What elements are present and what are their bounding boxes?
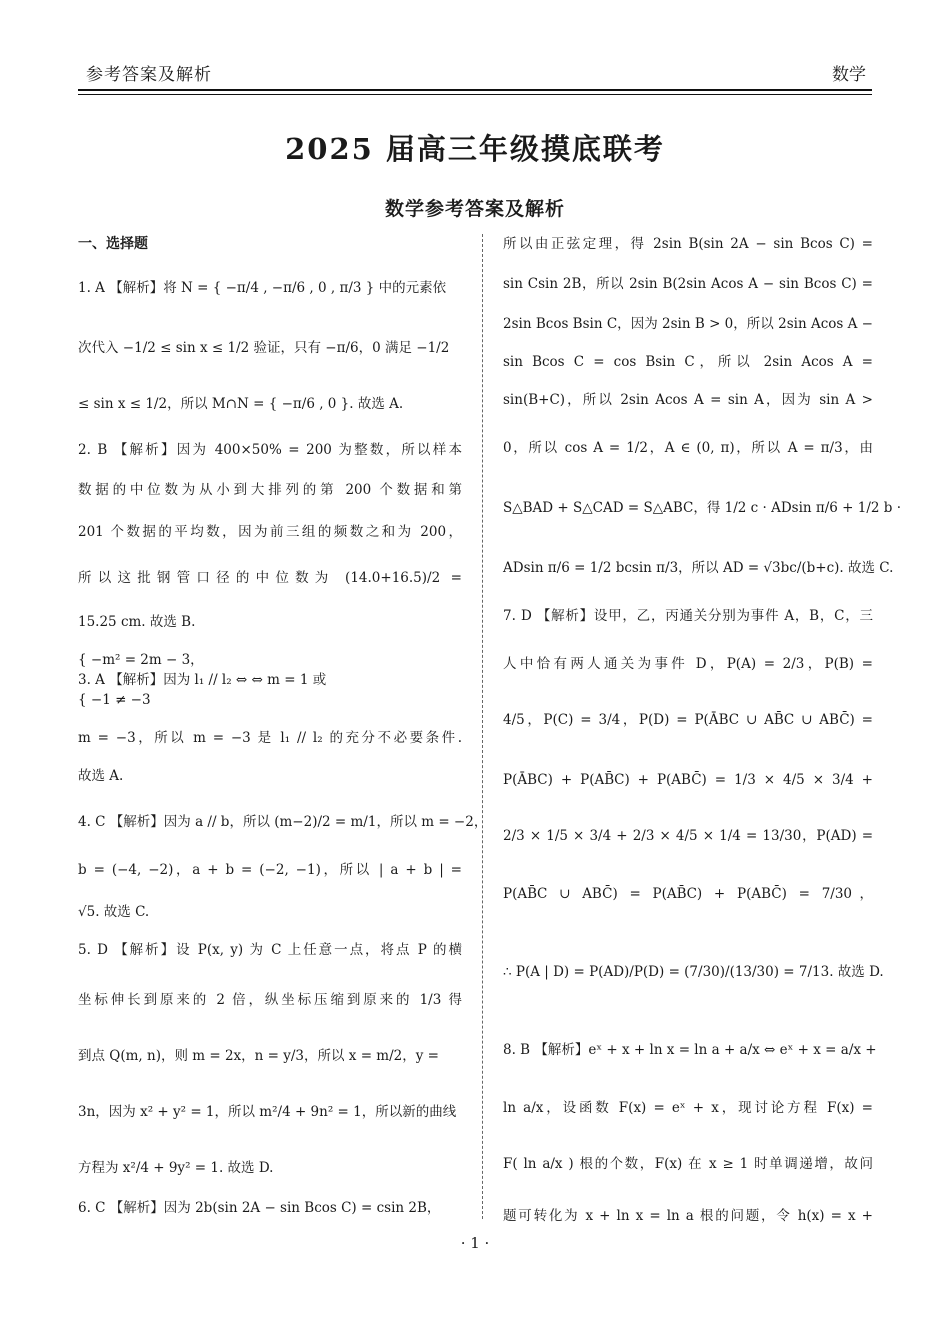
text-line: 人中恰有两人通关为事件 D，P(A) = 2/3，P(B) = — [503, 656, 873, 672]
text-line: 方程为 x²/4 + 9y² = 1. 故选 D. — [78, 1160, 274, 1176]
document-title: 2025 届高三年级摸底联考 — [285, 132, 665, 166]
text-line: ≤ sin x ≤ 1/2，所以 M∩N = { −π/6 , 0 }. 故选 A. — [78, 396, 404, 412]
text-line: 4/5，P(C) = 3/4，P(D) = P(ĀBC ∪ AB̄C ∪ ABC̄) = — [503, 712, 873, 728]
text-line: ADsin π/6 = 1/2 bcsin π/3，所以 AD = √3bc/(b+c). 故选 C. — [503, 560, 894, 576]
text-line: 数据的中位数为从小到大排列的第 200 个数据和第 — [78, 482, 462, 498]
text-line: 3. A 【解析】因为 l₁ // l₂ ⇔ ⇔ m = 1 或 — [78, 672, 327, 688]
text-line: 1. A 【解析】将 N = { −π/4 , −π/6 , 0 , π/3 } 中的元素依 — [78, 280, 447, 296]
column-divider — [482, 234, 483, 1219]
header-rule-thin — [78, 94, 872, 95]
text-line: 7. D 【解析】设甲，乙，丙通关分别为事件 A，B，C，三 — [503, 608, 873, 624]
header-left-label: 参考答案及解析 — [86, 65, 212, 85]
text-line: P(ĀBC) + P(AB̄C) + P(ABC̄) = 1/3 × 4/5 × 3/4 + — [503, 772, 873, 788]
text-line: 5. D 【解析】设 P(x, y) 为 C 上任意一点，将点 P 的横 — [78, 942, 462, 958]
running-header — [78, 58, 872, 88]
text-line: 次代入 −1/2 ≤ sin x ≤ 1/2 验证，只有 −π/6，0 满足 −1/2 — [78, 340, 450, 356]
text-line: 15.25 cm. 故选 B. — [78, 614, 196, 630]
text-line: ∴ P(A | D) = P(AD)/P(D) = (7/30)/(13/30) = 7/13. 故选 D. — [503, 964, 884, 980]
text-line: 所以这批钢管口径的中位数为 (14.0+16.5)/2 = — [78, 570, 462, 586]
text-line: 4. C 【解析】因为 a // b，所以 (m−2)/2 = m/1，所以 m = −2， — [78, 814, 488, 830]
text-line: 坐标伸长到原来的 2 倍，纵坐标压缩到原来的 1/3 得 — [78, 992, 462, 1008]
text-line: 题可转化为 x + ln x = ln a 根的问题，令 h(x) = x + — [503, 1208, 873, 1224]
text-line: b = (−4, −2)，a + b = (−2, −1)，所以 | a + b | = — [78, 862, 462, 878]
section-heading: 一、选择题 — [78, 236, 148, 252]
text-line: 所以由正弦定理，得 2sin B(sin 2A − sin Bcos C) = — [503, 236, 873, 252]
page-number: · 1 · — [460, 1234, 490, 1252]
header-subject-label: 数学 — [832, 65, 866, 85]
text-line: 2. B 【解析】因为 400×50% = 200 为整数，所以样本 — [78, 442, 462, 458]
document-subtitle: 数学参考答案及解析 — [384, 198, 565, 220]
text-line: m = −3，所以 m = −3 是 l₁ // l₂ 的充分不必要条件. — [78, 730, 462, 746]
text-line: sin Csin 2B，所以 2sin B(2sin Acos A − sin Bcos C) = — [503, 276, 873, 292]
text-line: sin(B+C)，所以 2sin Acos A = sin A，因为 sin A > — [503, 392, 873, 408]
text-line: 3n，因为 x² + y² = 1，所以 m²/4 + 9n² = 1，所以新的曲线 — [78, 1104, 457, 1120]
text-line: { −1 ≠ −3 — [78, 692, 151, 708]
text-line: S△BAD + S△CAD = S△ABC，得 1/2 c · ADsin π/6 + 1/2 b · — [503, 500, 902, 516]
text-line: 2/3 × 1/5 × 3/4 + 2/3 × 4/5 × 1/4 = 13/30，P(AD) = — [503, 828, 873, 844]
text-line: sin Bcos C = cos Bsin C，所以 2sin Acos A = — [503, 354, 873, 370]
text-line: 到点 Q(m, n)，则 m = 2x，n = y/3，所以 x = m/2，y = — [78, 1048, 439, 1064]
header-rule-thick — [78, 89, 872, 91]
text-line: 201 个数据的平均数，因为前三组的频数之和为 200， — [78, 524, 462, 540]
text-line: P(AB̄C ∪ ABC̄) = P(AB̄C) + P(ABC̄) = 7/30， — [503, 886, 873, 902]
text-line: 6. C 【解析】因为 2b(sin 2A − sin Bcos C) = csin 2B， — [78, 1200, 441, 1216]
text-line: 故选 A. — [78, 768, 124, 784]
text-line: √5. 故选 C. — [78, 904, 150, 920]
text-line: { −m² = 2m − 3， — [78, 652, 204, 668]
text-line: 2sin Bcos Bsin C，因为 2sin B > 0，所以 2sin Acos A − — [503, 316, 873, 332]
text-line: 0，所以 cos A = 1/2，A ∈ (0, π)，所以 A = π/3，由 — [503, 440, 873, 456]
text-line: ln a/x，设函数 F(x) = eˣ + x，现讨论方程 F(x) = — [503, 1100, 873, 1116]
text-line: 8. B 【解析】eˣ + x + ln x = ln a + a/x ⇔ eˣ + x = a/x + — [503, 1042, 877, 1058]
text-line: F( ln a/x ) 根的个数，F(x) 在 x ≥ 1 时单调递增，故问 — [503, 1156, 873, 1172]
